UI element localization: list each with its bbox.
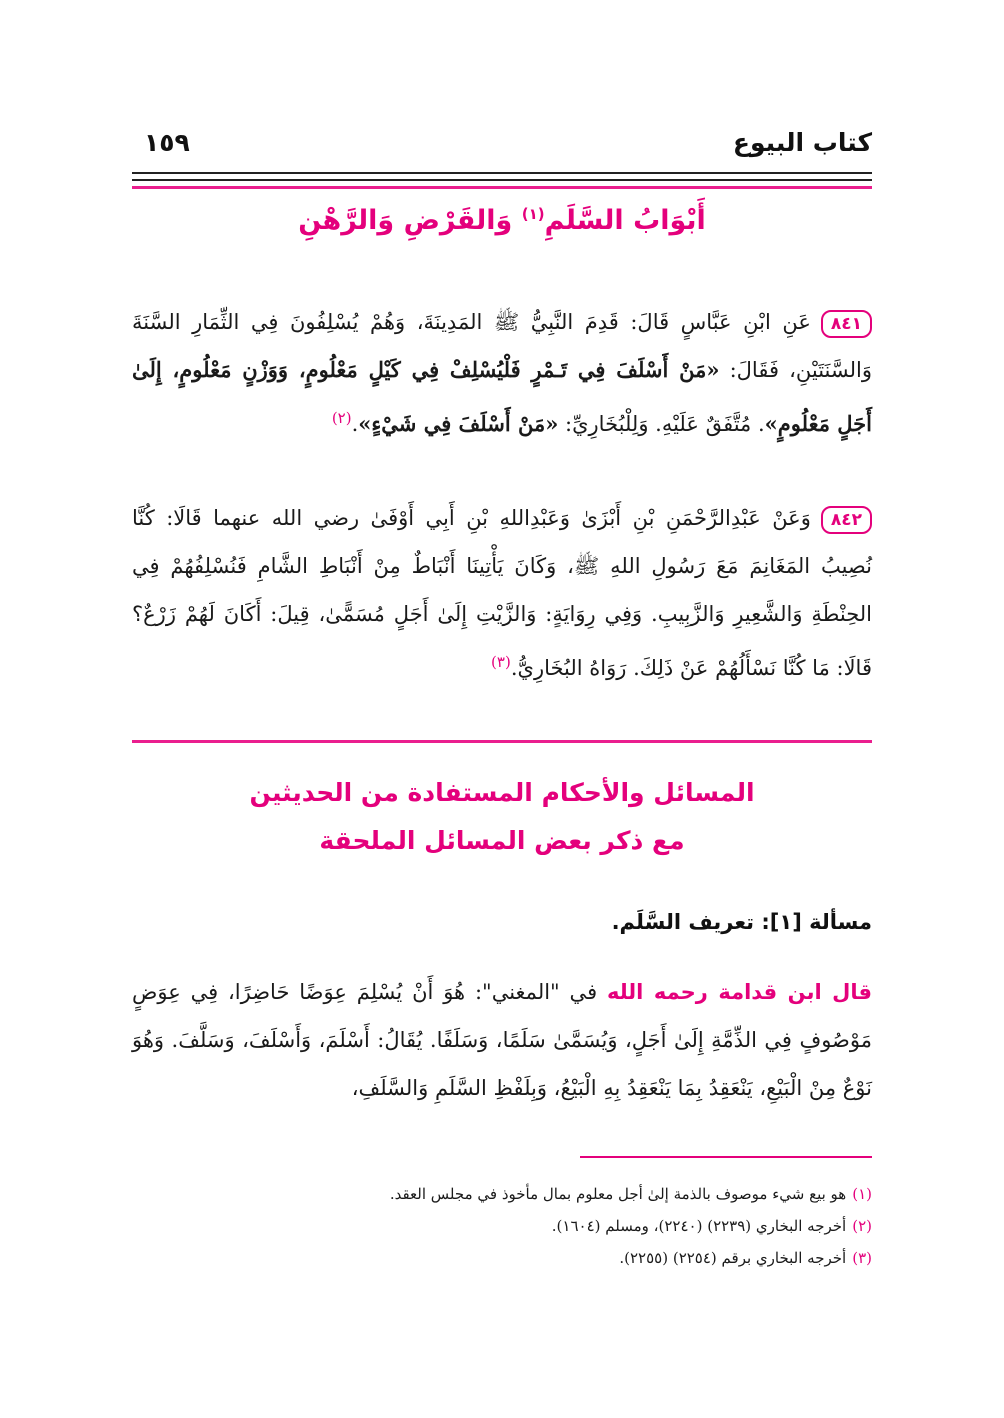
- issues-title-line1: المسائل والأحكام المستفادة من الحديثين: [249, 778, 755, 807]
- header-rule-accent: [132, 186, 872, 189]
- hadith-number-badge: ٨٤١: [821, 310, 872, 338]
- scholar-name: قال ابن قدامة رحمه الله: [606, 980, 872, 1004]
- footnote-3: [132, 1242, 872, 1274]
- hadith-841-end: .: [351, 412, 359, 436]
- section-title-part1: أَبْوَابُ السَّلَمِ: [544, 205, 706, 236]
- section-title-part2: وَالقَرْضِ وَالرَّهْنِ: [298, 205, 513, 236]
- footnote-number: (٢): [852, 1217, 872, 1235]
- issue-heading: مسألة [١]: تعريف السَّلَم.: [611, 910, 872, 934]
- hadith-841-attribution: . مُتَّفَقٌ عَلَيْهِ. وَلِلْبُخَارِيِّ:: [565, 412, 765, 436]
- section-title: [132, 205, 872, 236]
- footnote-ref-2[interactable]: (٢): [331, 409, 352, 427]
- hadith-841: [132, 298, 872, 448]
- footnote-text: أخرجه البخاري برقم (٢٢٥٤) (٢٢٥٥).: [619, 1249, 847, 1267]
- issues-title-line2: مع ذكر بعض المسائل الملحقة: [319, 826, 685, 855]
- footnote-number: (١): [852, 1185, 872, 1203]
- footnote-text: هو بيع شيء موصوف بالذمة إلىٰ أجل معلوم بمال مأخوذ في مجلس العقد.: [389, 1185, 847, 1203]
- page-number: ١٥٩: [144, 128, 190, 157]
- hadith-842-text: وَعَنْ عَبْدِالرَّحْمَنِ بْنِ أَبْزَىٰ وَعَبْدِاللهِ بْنِ أَبِي أَوْفَىٰ رضي الله عنهما قَالَا: كُنَّا نُصِيبُ المَغَانِمَ مَعَ رَسُولِ اللهِ ﷺ، وَكَانَ يَأْتِينَا أَنْبَاطٌ مِنْ أَنْبَاطِ الشَّامِ فَنُسْلِفُهُمْ فِي الحِنْطَةِ وَالشَّعِيرِ وَالزَّبِيبِ. وَفِي رِوَايَةٍ: وَالزَّيْتِ إِلَىٰ أَجَلٍ مُسَمًّىٰ، قِيلَ: أَكَانَ لَهُمْ زَرْعٌ؟ قَالَا: مَا كُنَّا نَسْأَلُهُمْ عَنْ ذَلِكَ. رَوَاهُ البُخَارِيُّ.: [132, 506, 872, 680]
- running-title: كتاب البيوع: [732, 128, 872, 157]
- footnote-ref-1[interactable]: (١): [521, 205, 545, 223]
- running-header: [132, 128, 872, 168]
- header-rule-double: [132, 179, 872, 181]
- hadith-841-quote2: «مَنْ أَسْلَفَ فِي شَيْءٍ»: [358, 411, 559, 436]
- hadith-841-quote: «مَنْ أَسْلَفَ فِي تَـمْرٍ فَلْيُسْلِفْ فِي كَيْلٍ مَعْلُومٍ، وَوَزْنٍ مَعْلُومٍ، إِلَىٰ أَجَلٍ مَعْلُومٍ»: [132, 357, 872, 436]
- footnote-text: أخرجه البخاري (٢٢٣٩) (٢٢٤٠)، ومسلم (١٦٠٤).: [551, 1217, 847, 1235]
- footnote-1: [132, 1178, 872, 1210]
- footnote-ref-3[interactable]: (٣): [491, 653, 511, 671]
- header-rule: [132, 172, 872, 174]
- section-divider: [132, 740, 872, 743]
- hadith-842: [132, 494, 872, 692]
- hadith-number-badge: ٨٤٢: [821, 506, 872, 534]
- hadith-841-intro: عَنِ ابْنِ عَبَّاسٍ قَالَ: قَدِمَ النَّبِيُّ ﷺ المَدِينَةَ، وَهُمْ يُسْلِفُونَ فِي الثِّمَارِ السَّنَةَ وَالسَّنَتَيْنِ، فَقَالَ:: [132, 310, 873, 382]
- footnote-number: (٣): [852, 1249, 872, 1267]
- footnote-2: [132, 1210, 872, 1242]
- issue-body: [132, 968, 872, 1112]
- footnotes: [132, 1178, 872, 1274]
- issue-body-text: في "المغني": هُوَ أَنْ يُسْلِمَ عِوَضًا حَاضِرًا، فِي عِوَضٍ مَوْصُوفٍ فِي الذِّمَّةِ إِلَىٰ أَجَلٍ، وَيُسَمَّىٰ سَلَمًا، وَسَلَفًا. يُقَالُ: أَسْلَمَ، وَأَسْلَفَ، وَسَلَّفَ. وَهُوَ نَوْعٌ مِنْ الْبَيْعِ، يَنْعَقِدُ بِمَا يَنْعَقِدُ بِهِ الْبَيْعُ، وَبِلَفْظِ السَّلَمِ وَالسَّلَفِ،: [132, 980, 872, 1100]
- footnote-rule: [580, 1156, 872, 1158]
